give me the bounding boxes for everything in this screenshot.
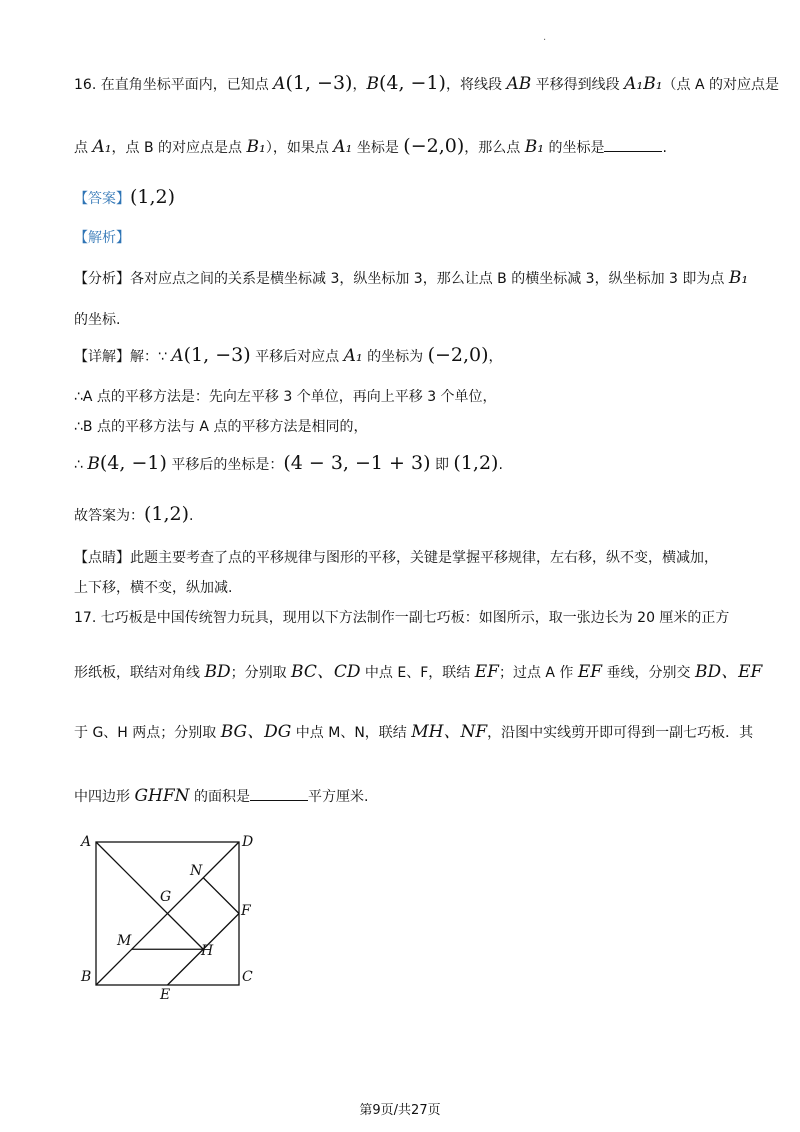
math: A₁ <box>333 137 353 157</box>
text: 垂线，分别交 <box>602 665 696 681</box>
math: BC、CD <box>291 662 361 682</box>
text: 【详解】解：∵ <box>74 349 172 365</box>
fenxi-line-1 <box>74 268 748 289</box>
text: ，点 B 的对应点是点 <box>111 140 247 156</box>
text: （点 A 的对应点是 <box>662 77 780 93</box>
segment-ah <box>96 842 203 949</box>
label-e: E <box>160 987 171 1003</box>
text: ， <box>352 77 367 93</box>
dianjing-line-1 <box>74 548 718 568</box>
text: . <box>189 508 194 524</box>
label-m: M <box>117 933 132 949</box>
text: 的坐标为 <box>362 349 428 365</box>
math: B₁ <box>524 137 545 157</box>
label-d: D <box>242 834 254 850</box>
math: BD <box>204 662 231 682</box>
text: . <box>662 140 667 156</box>
math: B <box>87 454 100 474</box>
text: 的坐标. <box>74 312 121 328</box>
text: 上下移，横不变，纵加减. <box>74 580 233 596</box>
math: A₁ <box>343 346 363 366</box>
xiangjie-line-2 <box>74 387 497 407</box>
answer-label: 【答案】 <box>74 191 130 207</box>
label-h: H <box>201 943 214 959</box>
xiangjie-line-3 <box>74 417 367 437</box>
text: 平移得到线段 <box>531 77 625 93</box>
math: B₁ <box>728 268 749 288</box>
text: ，将线段 <box>445 77 507 93</box>
text: ；分别取 <box>230 665 292 681</box>
text: 中四边形 <box>74 789 135 805</box>
label-c: C <box>242 969 253 985</box>
text: 故答案为： <box>74 508 144 524</box>
text: 于 G、H 两点；分别取 <box>74 725 221 741</box>
text: ），如果点 <box>265 140 334 156</box>
text: 平移后的坐标是： <box>166 457 284 473</box>
xiangjie-line-5 <box>74 504 194 526</box>
text: ∴ <box>74 457 88 473</box>
text: 17. 七巧板是中国传统智力玩具，现用以下方法制作一副七巧板：如图所示，取一张边长为 20 厘米的正方 <box>74 610 730 626</box>
label-g: G <box>160 889 172 905</box>
math: (−2,0) <box>403 135 465 157</box>
text: 【分析】各对应点之间的关系是横坐标减 3，纵坐标加 3，那么让点 B 的横坐标减 3，纵坐标加 3 即为点 <box>74 271 729 287</box>
label-a: A <box>81 834 92 850</box>
math: (1, −3) <box>183 344 251 366</box>
text: 【点睛】此题主要考查了点的平移规律与图形的平移，关键是掌握平移规律，左右移，纵不变，横减加， <box>74 550 718 566</box>
math: (−2,0) <box>427 344 489 366</box>
math: (1,2) <box>144 503 190 525</box>
text: . <box>498 457 503 473</box>
math: (4 − 3, −1 + 3) <box>283 452 431 474</box>
q17-line-2 <box>74 662 762 683</box>
dianjing-line-2 <box>74 578 232 598</box>
math: EF <box>474 662 499 682</box>
q17-line-4 <box>74 786 368 807</box>
text: 点 <box>74 140 93 156</box>
answer-blank[interactable] <box>604 137 662 152</box>
answer-line <box>74 187 175 209</box>
fenxi-line-2 <box>74 310 120 330</box>
q17-line-1 <box>74 608 729 628</box>
label-f: F <box>241 903 251 919</box>
math: (1,2) <box>453 452 499 474</box>
tangram-figure <box>70 828 270 1003</box>
text: 的坐标是 <box>544 140 605 156</box>
text: 【解析】 <box>74 230 130 246</box>
text: ，沿图中实线剪开即可得到一副七巧板．其 <box>487 725 754 741</box>
label-b: B <box>81 969 92 985</box>
text: ，那么点 <box>464 140 525 156</box>
math: BG、DG <box>220 722 292 742</box>
math: A₁B₁ <box>624 74 663 94</box>
math: MH、NF <box>411 722 488 742</box>
math: A₁ <box>92 137 112 157</box>
xiangjie-line-4 <box>74 453 503 475</box>
math: BD、EF <box>695 662 763 682</box>
text: 平移后对应点 <box>250 349 344 365</box>
math: AB <box>506 74 532 94</box>
text: 16. 在直角坐标平面内，已知点 <box>74 77 274 93</box>
label-n: N <box>190 863 203 879</box>
q17-line-3 <box>74 722 753 743</box>
text: 中点 E、F，联结 <box>360 665 475 681</box>
math: (4, −1) <box>378 72 446 94</box>
text: ， <box>488 349 503 365</box>
top-mark: . <box>543 32 547 43</box>
answer-blank[interactable] <box>250 786 308 801</box>
math: GHFN <box>134 786 190 806</box>
segment-nf <box>203 878 239 914</box>
math: (1, −3) <box>285 72 353 94</box>
text: ∴A 点的平移方法是：先向左平移 3 个单位，再向上平移 3 个单位， <box>74 389 497 405</box>
analysis-label <box>74 228 130 248</box>
text: 的面积是 <box>189 789 250 805</box>
q16-line-2 <box>74 136 667 158</box>
xiangjie-line-1 <box>74 345 503 367</box>
text: 平方厘米. <box>307 789 369 805</box>
text: 坐标是 <box>352 140 404 156</box>
page-footer: 第9页/共27页 <box>359 1103 441 1118</box>
math: A <box>273 74 286 94</box>
math: EF <box>577 662 603 682</box>
text: 形纸板，联结对角线 <box>74 665 205 681</box>
math: A <box>171 346 184 366</box>
text: 即 <box>430 457 454 473</box>
text: ；过点 A 作 <box>498 665 578 681</box>
math: (4, −1) <box>99 452 167 474</box>
q16-line-1 <box>74 73 779 95</box>
text: ∴B 点的平移方法与 A 点的平移方法是相同的， <box>74 419 368 435</box>
math: B₁ <box>246 137 266 157</box>
text: 中点 M、N，联结 <box>291 725 412 741</box>
math: B <box>366 74 379 94</box>
answer-value: (1,2) <box>130 186 176 208</box>
